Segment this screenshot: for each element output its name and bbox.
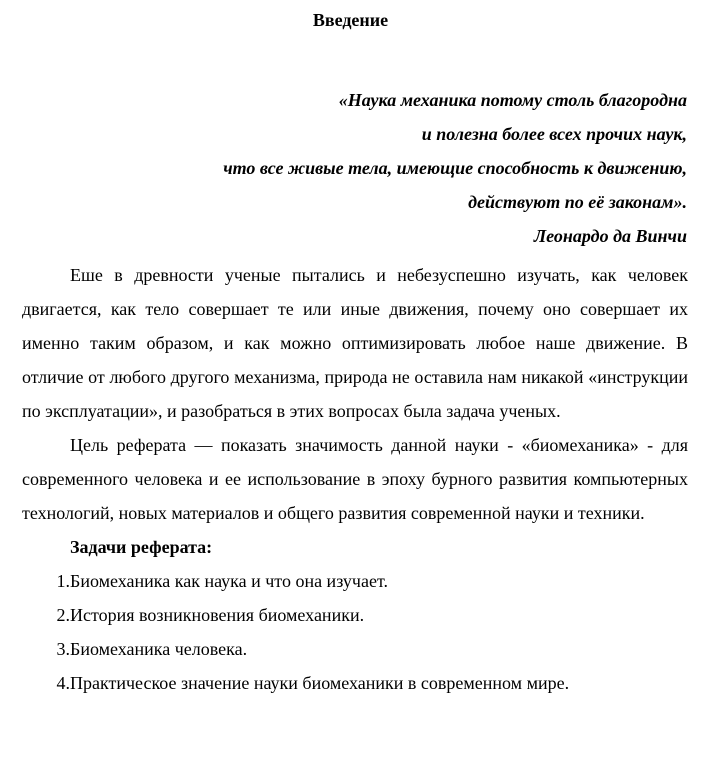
list-item: [22, 598, 688, 632]
tasks-heading: Задачи реферата:: [70, 537, 213, 557]
list-item-text: Практическое значение науки биомеханики в современном мире.: [70, 673, 570, 693]
list-item-number: 2.: [56, 605, 70, 625]
list-item-number: 4.: [56, 673, 70, 693]
page-title: Введение: [312, 10, 389, 30]
list-item: [22, 632, 688, 666]
goal-paragraph: Цель реферата — показать значимость данной науки - «биомеханика» - для современного человека и ее использование в эпоху бурного развития компьютерных технологий, новых материалов и общего развития современной науки и техники.: [22, 435, 688, 523]
epigraph-line: что все живые тела, имеющие способность к движению,: [223, 158, 687, 178]
list-item: [22, 666, 688, 700]
epigraph-line: «Наука механика потому столь благородна: [338, 90, 687, 110]
intro-paragraph: Еше в древности ученые пытались и небезуспешно изучать, как человек двигается, как тело совершает те или иные движения, почему оно совершает их именно таким образом, и как можно оптимизировать любое наше движение. В отличие от любого другого механизма, природа не оставила нам никакой «инструкции по эксплуатации», и разобраться в этих вопросах была задача ученых.: [22, 265, 688, 421]
list-item-text: История возникновения биомеханики.: [70, 605, 365, 625]
epigraph-line: действуют по её законам».: [468, 192, 687, 212]
list-item-number: 3.: [56, 639, 70, 659]
epigraph-line: и полезна более всех прочих наук,: [421, 124, 687, 144]
epigraph-author: Леонардо да Винчи: [533, 226, 687, 246]
list-item-number: 1.: [56, 571, 70, 591]
tasks-list: [22, 564, 688, 700]
list-item-text: Биомеханика как наука и что она изучает.: [70, 571, 388, 591]
document-body: [22, 258, 688, 700]
list-item-text: Биомеханика человека.: [70, 639, 248, 659]
epigraph: [223, 87, 687, 257]
list-item: [22, 564, 688, 598]
